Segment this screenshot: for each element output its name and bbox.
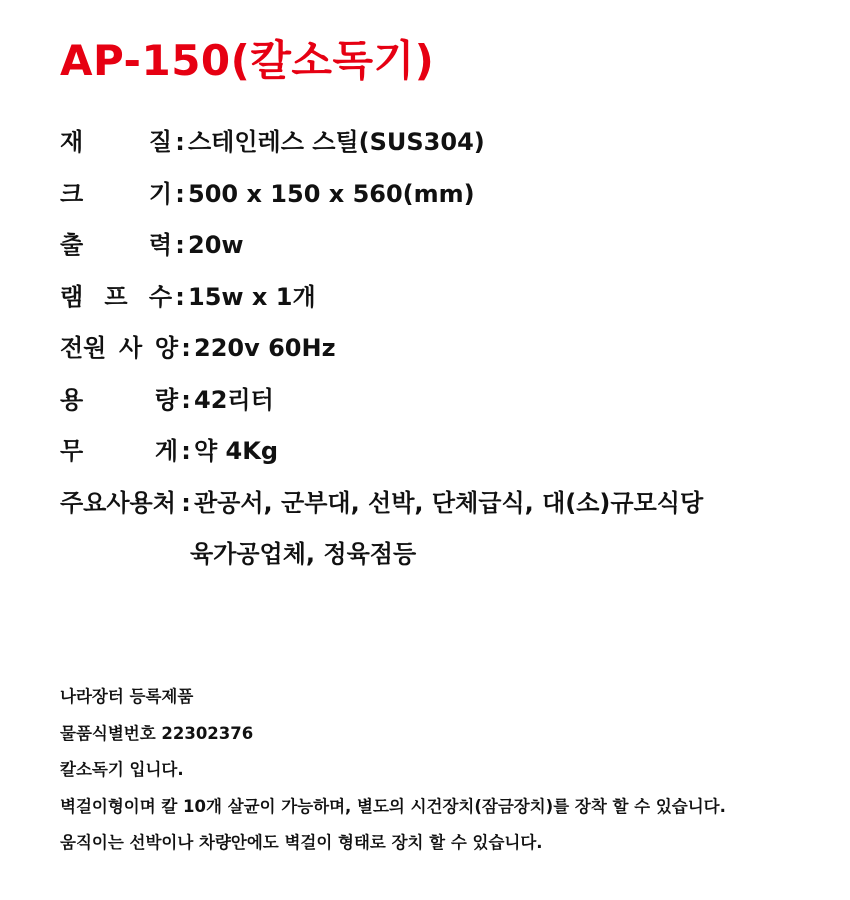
spec-label-part: 재 — [60, 128, 84, 156]
spec-row-capacity — [60, 380, 840, 432]
spec-row-usage — [60, 483, 840, 535]
spec-label — [60, 225, 172, 260]
note-line: 벽걸이형이며 칼 10개 살균이 가능하며, 별도의 시건장치(잠금장치)를 장착 할 수 있습니다. — [60, 796, 726, 816]
spec-label-part: 용 — [60, 385, 84, 414]
spec-value: 500 x 150 x 560(mm) — [188, 179, 475, 208]
spec-separator: : — [181, 334, 191, 362]
spec-label-part: 게 — [154, 437, 178, 465]
spec-label — [60, 380, 178, 415]
spec-value: 15w x 1개 — [188, 282, 316, 311]
spec-separator: : — [175, 179, 185, 208]
spec-row-usage-continued — [60, 534, 840, 586]
spec-value: 20w — [188, 231, 244, 259]
spec-label — [60, 277, 172, 312]
spec-label-part: 양 — [154, 334, 178, 362]
spec-label — [60, 328, 178, 363]
spec-row-material — [60, 122, 840, 174]
product-title: AP-150(칼소독기) — [60, 36, 435, 85]
spec-row-weight — [60, 431, 840, 483]
spec-label — [60, 174, 172, 209]
spec-separator: : — [175, 128, 185, 156]
spec-row-power-spec — [60, 328, 840, 380]
spec-separator: : — [181, 437, 191, 465]
spec-separator: : — [181, 385, 191, 414]
spec-row-power — [60, 225, 840, 277]
spec-label-part: 기 — [148, 179, 172, 208]
spec-value: 육가공업체, 정육점등 — [190, 540, 417, 568]
product-notes — [60, 684, 840, 867]
note-line: 움직이는 선박이나 차량안에도 벽걸이 형태로 장치 할 수 있습니다. — [60, 833, 543, 852]
spec-label-part: 수 — [148, 282, 172, 311]
spec-separator: : — [181, 488, 191, 517]
spec-label — [60, 431, 178, 466]
spec-label-part: 프 — [104, 282, 128, 311]
spec-label-part: 램 — [60, 282, 84, 311]
spec-label — [60, 122, 172, 157]
spec-separator: : — [175, 231, 185, 259]
spec-label-part: 량 — [154, 385, 178, 414]
spec-value: 42리터 — [194, 385, 274, 414]
spec-value: 약 4Kg — [194, 437, 279, 465]
spec-label-part: 전원 — [60, 334, 107, 362]
spec-label-part: 주요사용처 — [60, 488, 176, 517]
spec-label — [60, 483, 178, 518]
note-line: 나라장터 등록제품 — [60, 687, 194, 706]
spec-label-part: 사 — [119, 334, 143, 362]
note-line: 물품식별번호 22302376 — [60, 723, 254, 743]
spec-row-lamp-count — [60, 277, 840, 329]
spec-label-part: 질 — [148, 128, 172, 156]
spec-value: 스테인레스 스틸(SUS304) — [188, 128, 485, 156]
spec-label-part: 출 — [60, 231, 84, 259]
spec-label-part: 무 — [60, 437, 84, 465]
spec-value: 220v 60Hz — [194, 334, 336, 362]
spec-row-size — [60, 174, 840, 226]
note-line: 칼소독기 입니다. — [60, 760, 184, 779]
spec-label-part: 력 — [148, 231, 172, 259]
spec-separator: : — [175, 282, 185, 311]
spec-table — [60, 122, 840, 586]
spec-value: 관공서, 군부대, 선박, 단체급식, 대(소)규모식당 — [194, 488, 704, 517]
spec-label-part: 크 — [60, 179, 84, 208]
